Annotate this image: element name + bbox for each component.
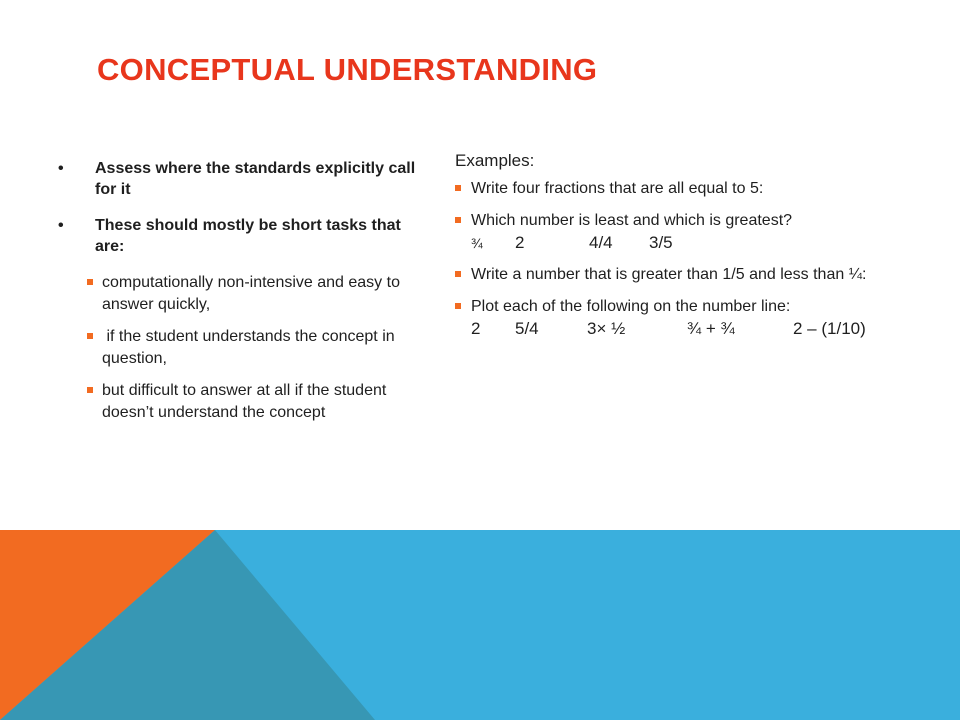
- bullet-text: Assess where the standards explicitly call for it: [95, 160, 416, 198]
- square-bullet-icon: [455, 217, 461, 223]
- example-value: ¾ + ¾: [687, 319, 735, 338]
- square-bullet-icon: [455, 185, 461, 191]
- sub-bullet-item: [55, 272, 425, 316]
- sub-bullet-text: computationally non-intensive and easy to answer quickly,: [102, 274, 400, 313]
- sub-bullet-text: if the student understands the concept in question,: [102, 328, 400, 367]
- sub-bullet-text: but difficult to answer at all if the student doesn’t understand the concept: [102, 382, 387, 421]
- example-item: [455, 264, 915, 286]
- bullet-item: [55, 158, 425, 200]
- example-value: 2 – (1/10): [793, 319, 866, 338]
- example-text: Which number is least and which is greatest?: [471, 212, 793, 229]
- example-text: Write four fractions that are all equal to 5:: [471, 180, 764, 197]
- example-item: [455, 210, 915, 254]
- example-text: Plot each of the following on the number line:: [471, 298, 791, 315]
- example-text: Write a number that is greater than 1/5 and less than ¼:: [471, 266, 867, 283]
- square-bullet-icon: [87, 387, 93, 393]
- sub-bullet-item: [55, 380, 425, 424]
- bullet-item: [55, 215, 425, 257]
- left-column: [55, 158, 425, 434]
- example-value: 4/4: [589, 233, 613, 252]
- decorative-band: [0, 530, 960, 720]
- slide-title: CONCEPTUAL UNDERSTANDING: [97, 52, 598, 87]
- example-value: ¾: [471, 235, 483, 251]
- bullet-text: These should mostly be short tasks that are:: [95, 217, 401, 255]
- sub-bullet-item: [55, 326, 425, 370]
- example-value: 2: [515, 233, 525, 252]
- example-value: 3/5: [649, 233, 673, 252]
- example-values: [471, 232, 915, 254]
- example-item: [455, 296, 915, 340]
- example-value: 3× ½: [587, 319, 626, 338]
- square-bullet-icon: [87, 279, 93, 285]
- example-value: 2: [471, 319, 481, 338]
- right-column: [455, 150, 915, 350]
- examples-heading: Examples:: [455, 151, 535, 170]
- bullet-dot-icon: •: [58, 217, 64, 234]
- square-bullet-icon: [87, 333, 93, 339]
- square-bullet-icon: [455, 271, 461, 277]
- bullet-dot-icon: •: [58, 160, 64, 177]
- example-values: [471, 318, 915, 340]
- square-bullet-icon: [455, 303, 461, 309]
- example-value: 5/4: [515, 319, 539, 338]
- example-item: [455, 178, 915, 200]
